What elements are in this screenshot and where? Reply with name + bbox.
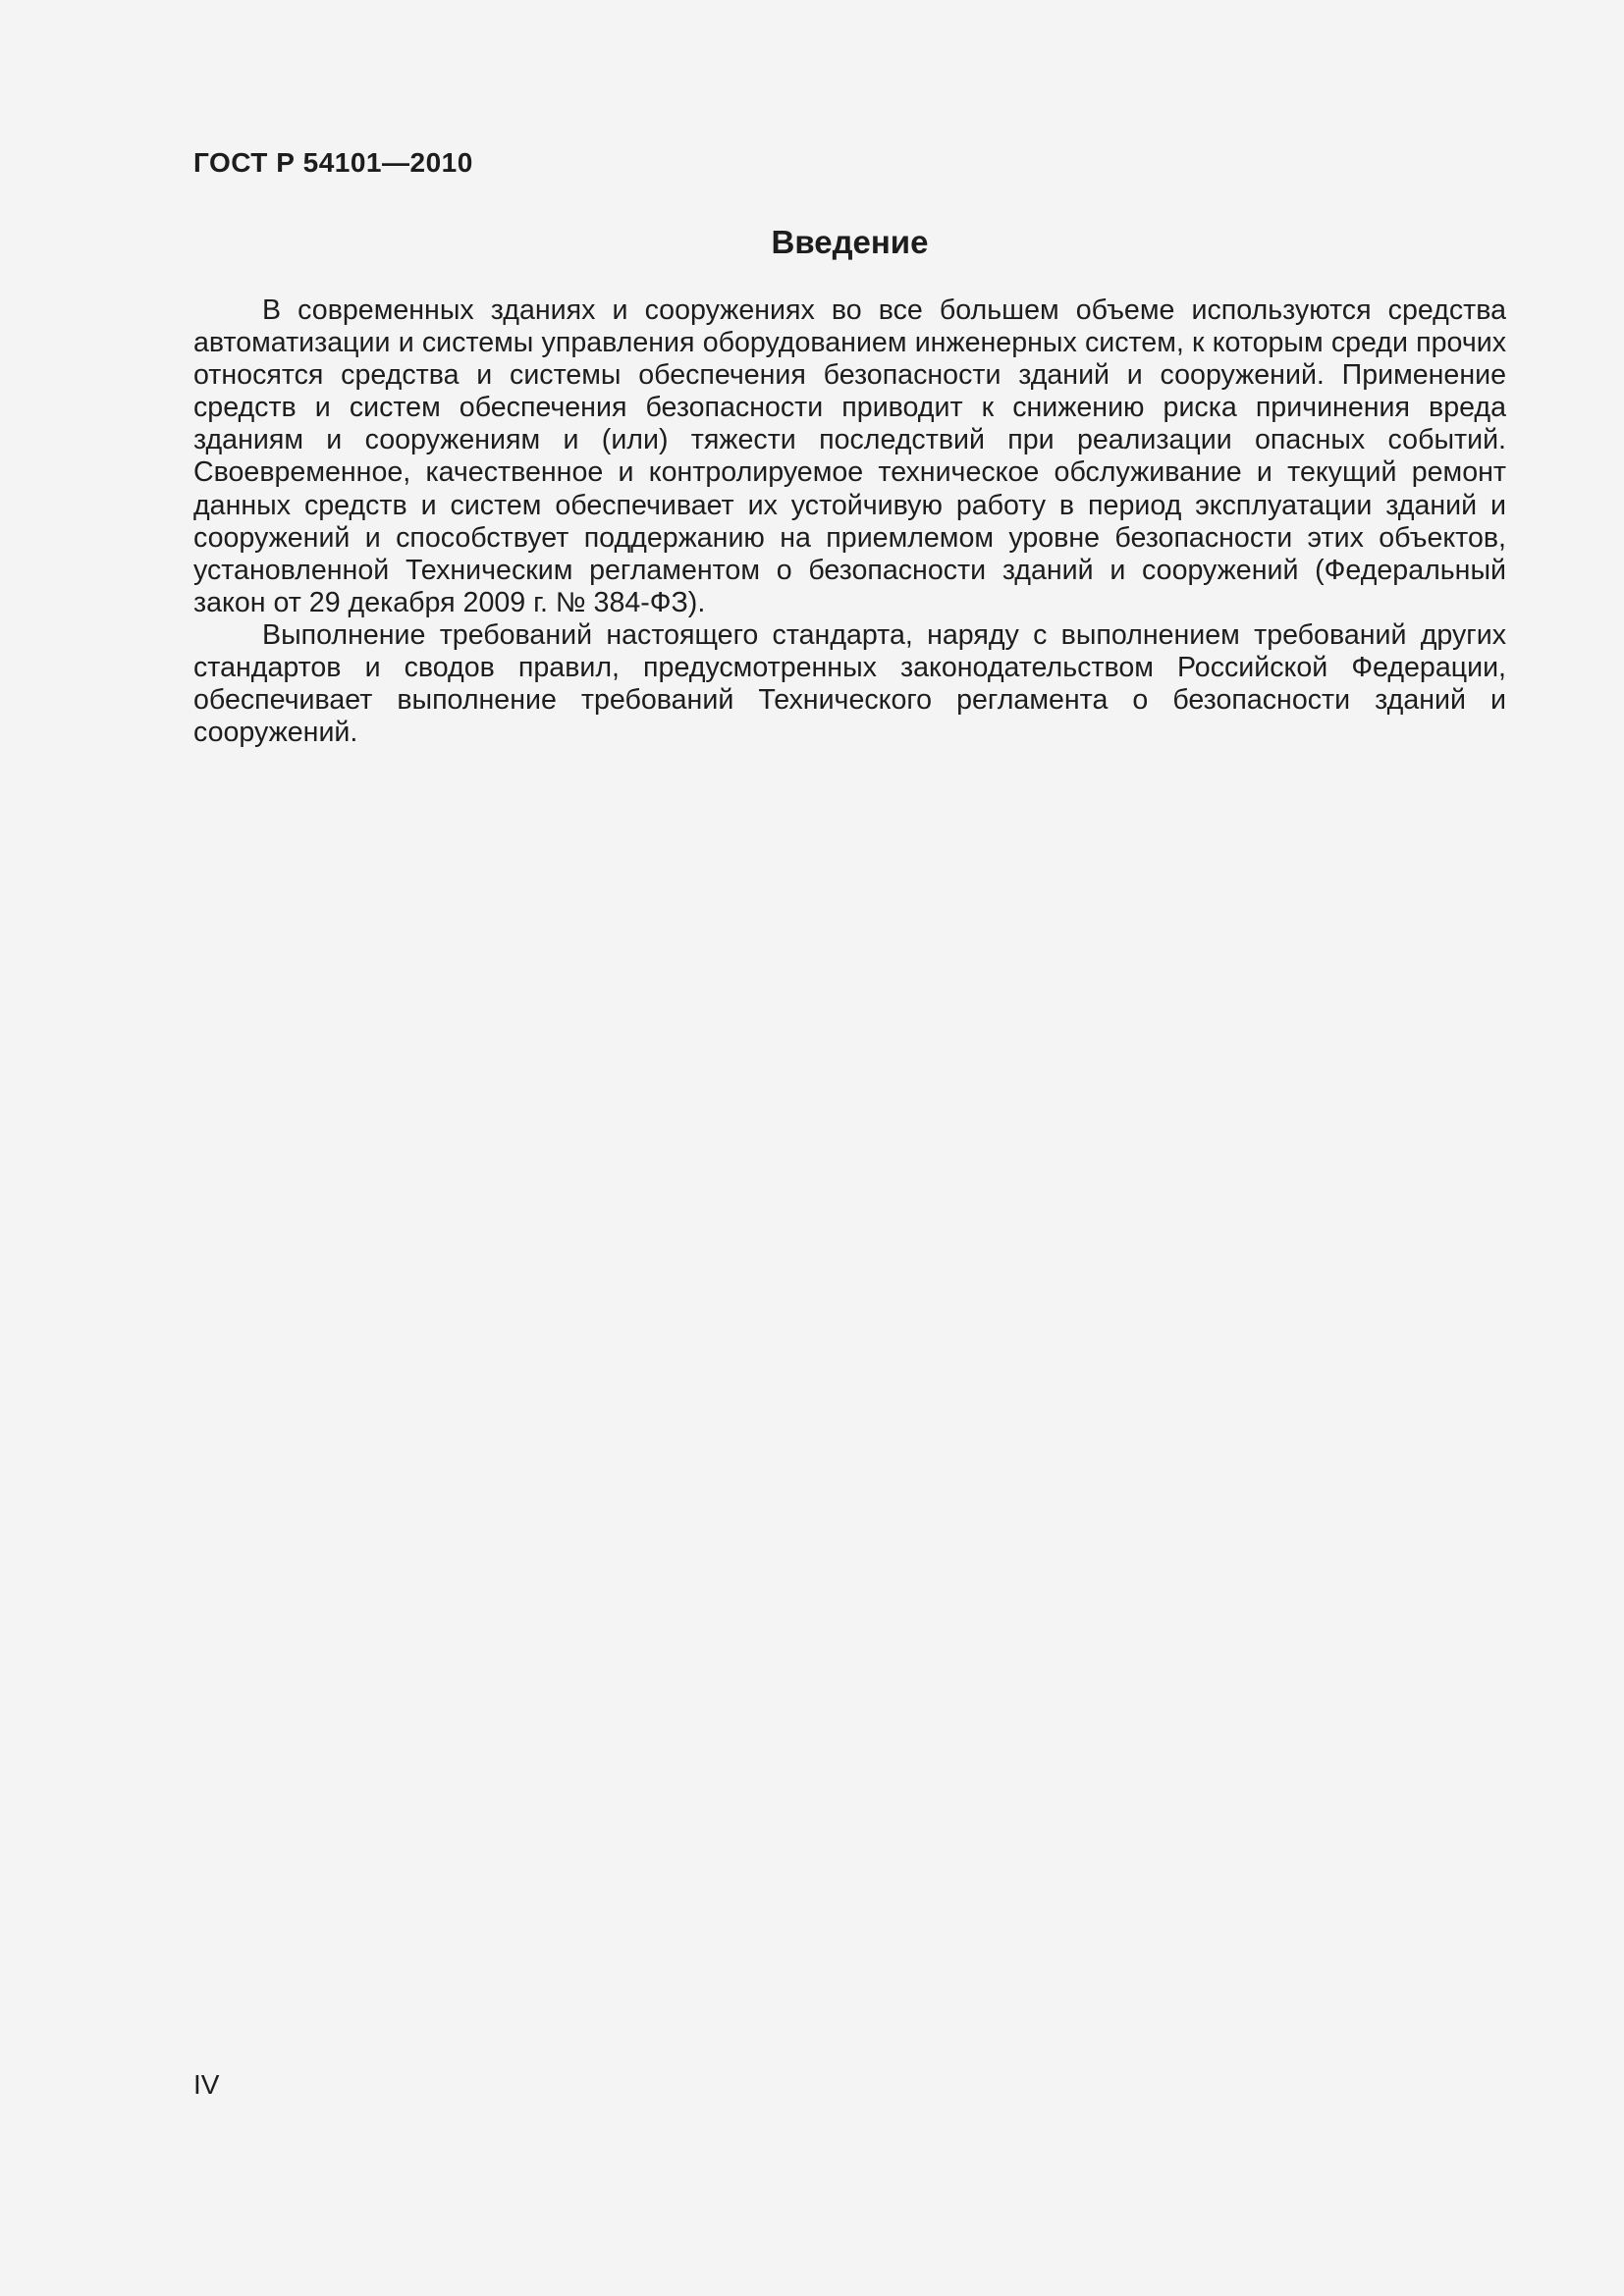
paragraph: В современных зданиях и сооружениях во все большем объеме используются средства автоматизации и системы управления оборудованием инженерных систем, к которым среди прочих относятся средства и системы обеспечения безопасности зданий и сооружений. Применение средств и систем обеспечения безопасности приводит к снижению риска причинения вреда зданиям и сооружениям и (или) тяжести последствий при реализации опасных событий. Своевременное, качественное и контролируемое техническое обслуживание и текущий ремонт данных средств и систем обеспечивает их устойчивую работу в период эксплуатации зданий и сооружений и способствует поддержанию на приемлемом уровне безопасности этих объектов, установленной Техническим регламентом о безопасности зданий и сооружений (Федеральный закон от 29 декабря 2009 г. № 384-ФЗ). xyxy=(193,294,1506,618)
paragraph: Выполнение требований настоящего стандарта, наряду с выполнением требований других стандартов и сводов правил, предусмотренных законодательством Российской Федерации, обеспечивает выполнение требований Технического регламента о безопасности зданий и сооружений. xyxy=(193,618,1506,749)
section-body xyxy=(193,294,1506,749)
section-title: Введение xyxy=(771,224,929,260)
document-header: ГОСТ Р 54101—2010 xyxy=(193,147,473,178)
page-number: IV xyxy=(193,2069,220,2100)
